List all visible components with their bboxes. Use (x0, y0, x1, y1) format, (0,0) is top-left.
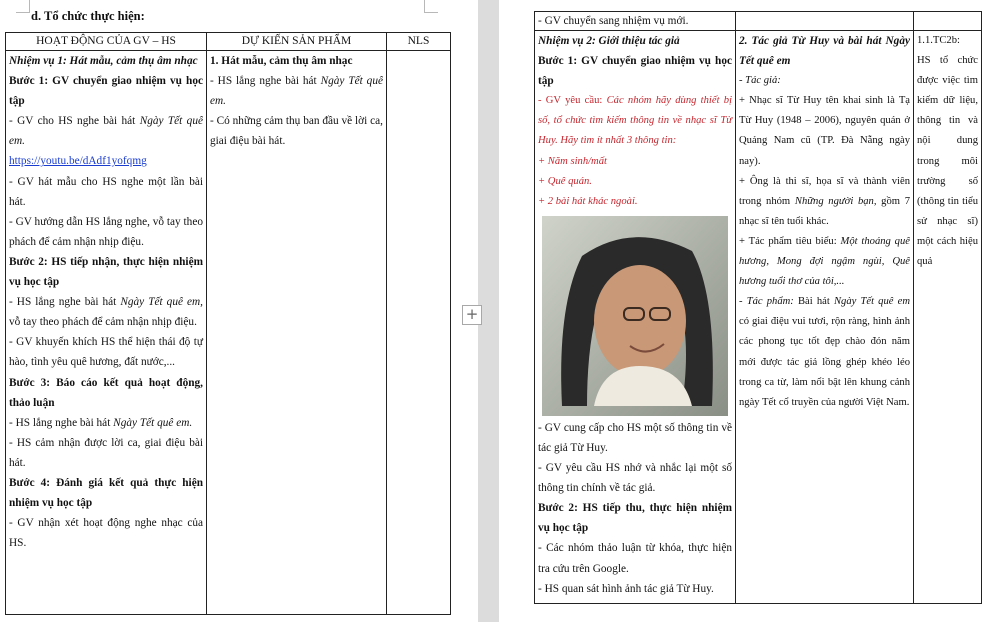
task-title: Nhiệm vụ 1: Hát mẫu, cảm thụ âm nhạc (9, 55, 198, 67)
activity-line: - GV hát mẫu cho HS nghe một lần bài hát. (9, 175, 203, 208)
step-heading: Bước 2: HS tiếp thu, thực hiện nhiệm vụ học tập (538, 502, 732, 535)
lesson-table-left (5, 32, 451, 615)
activity-cell: - GV chuyển sang nhiệm vụ mới. (535, 12, 736, 31)
activity-line: - GV yêu cầu HS nhớ và nhắc lại một số thông tin chính về tác giả. (538, 462, 732, 495)
add-icon[interactable]: + (462, 305, 482, 325)
header-activity: HOẠT ĐỘNG CỦA GV – HS (6, 33, 207, 51)
header-product: DỰ KIẾN SẢN PHẨM (207, 33, 387, 51)
product-cell (736, 31, 914, 604)
step-heading: Bước 1: GV chuyển giao nhiệm vụ học tập (538, 55, 732, 88)
nls-text: HS tổ chức được việc tìm kiếm dữ liệu, thông tin và nội dung trong môi trường số (thông tin tiểu sử nhạc sĩ) một cách hiệu quả (917, 55, 978, 268)
activity-line: - Các nhóm thảo luận từ khóa, thực hiện tra cứu trên Google. (538, 542, 732, 575)
activity-line: - GV cung cấp cho HS một số thông tin về tác giả Từ Huy. (538, 421, 732, 454)
activity-line: - HS lắng nghe bài hát Ngày Tết quê em. (9, 416, 193, 429)
activity-line: - GV hướng dẫn HS lắng nghe, vỗ tay theo phách để cảm nhận nhịp điệu. (9, 215, 203, 248)
nls-code: 1.1.TC2b: (917, 35, 960, 46)
product-line: + Ông là thi sĩ, họa sĩ và thành viên trong nhóm Những người bạn, gồm 7 nhạc sĩ tên tuổi khác. (739, 175, 911, 227)
page-corner-mark (424, 0, 438, 13)
activity-cell (6, 51, 207, 615)
youtube-link[interactable]: https://youtu.be/dAdf1yofqmg (9, 155, 147, 168)
section-title: d. Tổ chức thực hiện: (31, 9, 145, 23)
document-page-right (499, 0, 982, 622)
nls-cell (387, 51, 451, 615)
activity-line: - HS lắng nghe bài hát Ngày Tết quê em, vỗ tay theo phách để cảm nhận nhịp điệu. (9, 296, 203, 329)
activity-line: - GV yêu cầu: Các nhóm hãy dùng thiết bị số, tổ chức tìm kiếm thông tin về nhạc sĩ Từ Huy. Hãy tìm ít nhất 3 thông tin: (538, 95, 733, 147)
activity-line: + Quê quán. (538, 175, 592, 187)
activity-line: - GV khuyến khích HS thể hiện thái độ tự hào, tình yêu quê hương, đất nước,... (9, 336, 203, 369)
step-heading: Bước 2: HS tiếp nhận, thực hiện nhiệm vụ học tập (9, 255, 203, 289)
activity-line: - GV nhận xét hoạt động nghe nhạc của HS. (9, 517, 203, 550)
activity-line: - GV cho HS nghe bài hát Ngày Tết quê em. (9, 115, 203, 148)
product-title: 2. Tác giả Từ Huy và bài hát Ngày Tết quê em (739, 35, 910, 68)
document-page-left (0, 0, 478, 622)
header-nls: NLS (387, 33, 451, 51)
table-row (535, 12, 982, 31)
product-cell (207, 51, 387, 615)
product-title: 1. Hát mẫu, cảm thụ âm nhạc (210, 55, 353, 67)
product-line: - Có những cảm thụ ban đầu về lời ca, giai điệu bài hát. (210, 115, 383, 148)
product-label: - Tác giả: (739, 75, 781, 87)
product-line: - Tác phẩm: Bài hát Ngày Tết quê em có giai điệu vui tươi, rộn ràng, hình ảnh các phong tục tốt đẹp chào đón năm mới được tác giả lồng ghép khéo léo trong ca từ, làm nổi bật lên khung cảnh ngày Tết cổ truyền của người Việt Nam. (739, 296, 910, 408)
product-line: + Tác phẩm tiêu biểu: Một thoáng quê hương, Mong đợi ngậm ngùi, Quê hương tuổi thơ của tôi,... (739, 235, 910, 288)
lesson-table-right (534, 11, 982, 604)
activity-line: + Năm sinh/mất (538, 155, 607, 167)
task-title: Nhiệm vụ 2: Giới thiệu tác giả (538, 35, 680, 47)
step-heading: Bước 1: GV chuyển giao nhiệm vụ học tập (9, 75, 203, 108)
product-line: - HS lắng nghe bài hát Ngày Tết quê em. (210, 75, 383, 108)
table-header-row (6, 33, 451, 51)
nls-cell (914, 31, 982, 604)
activity-line: - HS cảm nhận được lời ca, giai điệu bài hát. (9, 436, 203, 469)
activity-line: - HS quan sát hình ảnh tác giả Từ Huy. (538, 582, 714, 595)
table-row (6, 51, 451, 615)
nls-cell (914, 12, 982, 31)
table-row (535, 31, 982, 604)
page-corner-mark (16, 0, 30, 13)
activity-line: + 2 bài hát khác ngoài. (538, 195, 638, 207)
product-line: + Nhạc sĩ Từ Huy tên khai sinh là Tạ Từ Huy (1948 – 2006), nguyên quán ở Quảng Nam cũ (TP. Đà Nẵng ngày nay). (739, 95, 910, 167)
activity-cell (535, 31, 736, 604)
product-cell (736, 12, 914, 31)
author-photo (542, 216, 728, 416)
step-heading: Bước 4: Đánh giá kết quả thực hiện nhiệm vụ học tập (9, 476, 203, 510)
step-heading: Bước 3: Báo cáo kết quả hoạt động, thảo luận (9, 376, 203, 409)
